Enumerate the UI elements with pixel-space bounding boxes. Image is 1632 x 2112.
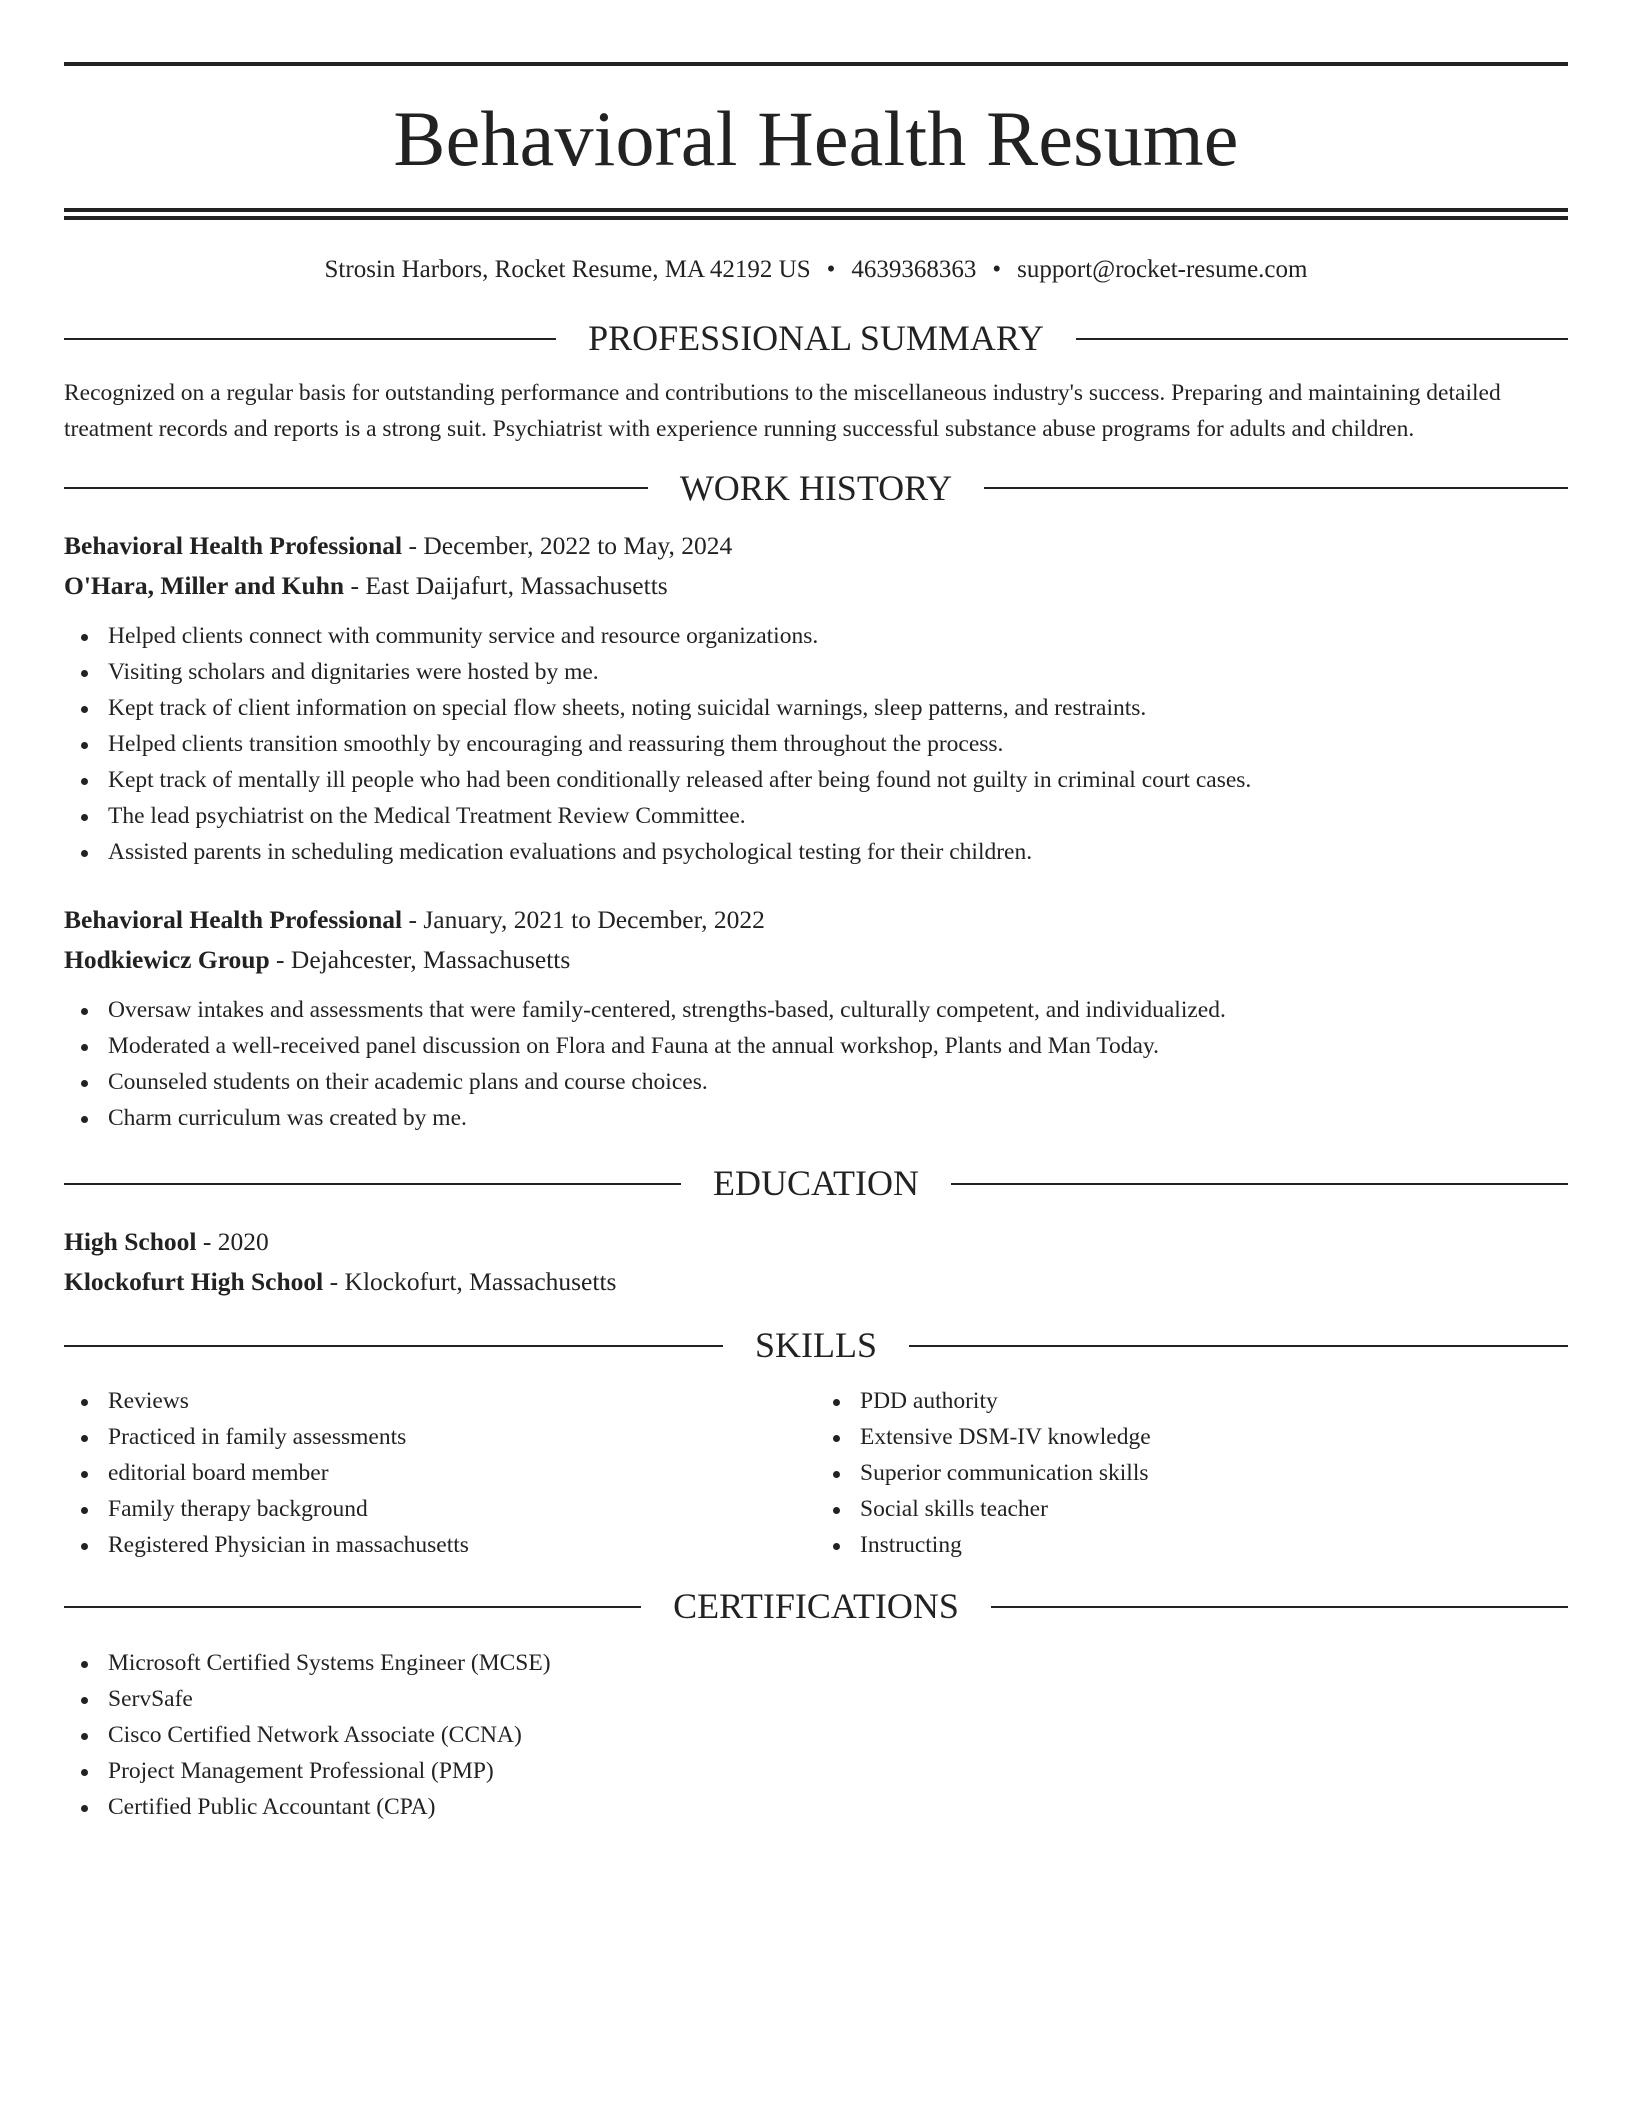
job-dates: - January, 2021 to December, 2022 bbox=[402, 905, 765, 935]
education-entry bbox=[64, 1222, 1568, 1302]
heading-rule-right bbox=[984, 487, 1568, 489]
job-title: Behavioral Health Professional bbox=[64, 531, 403, 561]
list-item: Superior communication skills bbox=[860, 1455, 1568, 1491]
section-heading-summary bbox=[64, 319, 1568, 359]
list-item: editorial board member bbox=[108, 1455, 816, 1491]
list-item: Microsoft Certified Systems Engineer (MCSE) bbox=[108, 1645, 1568, 1681]
education-degree-line bbox=[64, 1222, 1568, 1262]
heading-rule-right bbox=[909, 1345, 1568, 1347]
list-item: Instructing bbox=[860, 1527, 1568, 1563]
list-item: Assisted parents in scheduling medication evaluations and psychological testing for their children. bbox=[108, 834, 1568, 870]
section-title: CERTIFICATIONS bbox=[673, 1586, 959, 1627]
list-item: Registered Physician in massachusetts bbox=[108, 1527, 816, 1563]
list-item: Kept track of client information on special flow sheets, noting suicidal warnings, sleep patterns, and restraints. bbox=[108, 690, 1568, 726]
list-item: Social skills teacher bbox=[860, 1491, 1568, 1527]
list-item: Extensive DSM-IV knowledge bbox=[860, 1419, 1568, 1455]
heading-rule-left bbox=[64, 1606, 641, 1608]
list-item: PDD authority bbox=[860, 1383, 1568, 1419]
list-item: Project Management Professional (PMP) bbox=[108, 1753, 1568, 1789]
skills-grid bbox=[64, 1383, 1568, 1563]
job-location: - Dejahcester, Massachusetts bbox=[269, 945, 571, 975]
contact-phone[interactable]: 4639368363 bbox=[851, 256, 977, 283]
list-item: Reviews bbox=[108, 1383, 816, 1419]
list-item: Kept track of mentally ill people who had been conditionally released after being found not guilty in criminal court cases. bbox=[108, 762, 1568, 798]
contact-separator: • bbox=[992, 256, 1002, 283]
job-title-line bbox=[64, 526, 1568, 566]
certifications-list bbox=[64, 1645, 1568, 1825]
job-entry bbox=[64, 900, 1568, 1136]
section-heading-work bbox=[64, 469, 1568, 509]
section-title: WORK HISTORY bbox=[679, 467, 953, 508]
education-school-line bbox=[64, 1262, 1568, 1302]
education-year: - 2020 bbox=[196, 1226, 269, 1256]
contact-separator: • bbox=[826, 256, 836, 283]
skills-left-column bbox=[64, 1383, 816, 1563]
job-title: Behavioral Health Professional bbox=[64, 905, 403, 935]
section-heading-education bbox=[64, 1164, 1568, 1204]
heading-rule-right bbox=[1076, 338, 1568, 340]
header-top-rule bbox=[64, 62, 1568, 66]
list-item: Cisco Certified Network Associate (CCNA) bbox=[108, 1717, 1568, 1753]
header-double-rule bbox=[64, 208, 1568, 220]
resume-title: Behavioral Health Resume bbox=[393, 95, 1239, 182]
job-location: - East Daijafurt, Massachusetts bbox=[344, 571, 668, 601]
list-item: Practiced in family assessments bbox=[108, 1419, 816, 1455]
section-heading-certifications bbox=[64, 1587, 1568, 1627]
heading-rule-right bbox=[951, 1183, 1568, 1185]
heading-rule-left bbox=[64, 1345, 723, 1347]
job-company: O'Hara, Miller and Kuhn bbox=[64, 571, 345, 601]
job-company-line bbox=[64, 566, 1568, 606]
heading-rule-left bbox=[64, 487, 648, 489]
heading-rule-left bbox=[64, 338, 556, 340]
job-bullets bbox=[64, 618, 1568, 870]
contact-email[interactable]: support@rocket-resume.com bbox=[1017, 256, 1308, 283]
section-title: EDUCATION bbox=[713, 1163, 919, 1204]
list-item: Certified Public Accountant (CPA) bbox=[108, 1789, 1568, 1825]
list-item: ServSafe bbox=[108, 1681, 1568, 1717]
list-item: The lead psychiatrist on the Medical Treatment Review Committee. bbox=[108, 798, 1568, 834]
section-title: SKILLS bbox=[755, 1324, 878, 1365]
list-item: Charm curriculum was created by me. bbox=[108, 1100, 1568, 1136]
heading-rule-left bbox=[64, 1183, 681, 1185]
list-item: Helped clients transition smoothly by encouraging and reassuring them throughout the process. bbox=[108, 726, 1568, 762]
job-bullets bbox=[64, 992, 1568, 1136]
list-item: Family therapy background bbox=[108, 1491, 816, 1527]
list-item: Moderated a well-received panel discussion on Flora and Fauna at the annual workshop, Plants and Man Today. bbox=[108, 1028, 1568, 1064]
education-location: - Klockofurt, Massachusetts bbox=[323, 1266, 617, 1296]
section-title: PROFESSIONAL SUMMARY bbox=[588, 318, 1044, 358]
list-item: Oversaw intakes and assessments that were family-centered, strengths-based, culturally competent, and individualized. bbox=[108, 992, 1568, 1028]
heading-rule-right bbox=[991, 1606, 1568, 1608]
contact-address: Strosin Harbors, Rocket Resume, MA 42192 US bbox=[324, 256, 811, 283]
job-entry bbox=[64, 526, 1568, 870]
education-degree: High School bbox=[64, 1226, 197, 1256]
contact-line bbox=[64, 255, 1568, 285]
list-item: Counseled students on their academic plans and course choices. bbox=[108, 1064, 1568, 1100]
job-company: Hodkiewicz Group bbox=[64, 945, 270, 975]
summary-text: Recognized on a regular basis for outstanding performance and contributions to the miscellaneous industry's success. Preparing and maintaining detailed treatment records and reports is a strong suit. Psychiatrist with experience running successful substance abuse programs for adults and children. bbox=[64, 379, 1501, 442]
job-company-line bbox=[64, 940, 1568, 980]
list-item: Visiting scholars and dignitaries were hosted by me. bbox=[108, 654, 1568, 690]
job-dates: - December, 2022 to May, 2024 bbox=[402, 531, 733, 561]
list-item: Helped clients connect with community service and resource organizations. bbox=[108, 618, 1568, 654]
skills-right-column bbox=[816, 1383, 1568, 1563]
education-school: Klockofurt High School bbox=[64, 1266, 324, 1296]
job-title-line bbox=[64, 900, 1568, 940]
section-heading-skills bbox=[64, 1326, 1568, 1366]
